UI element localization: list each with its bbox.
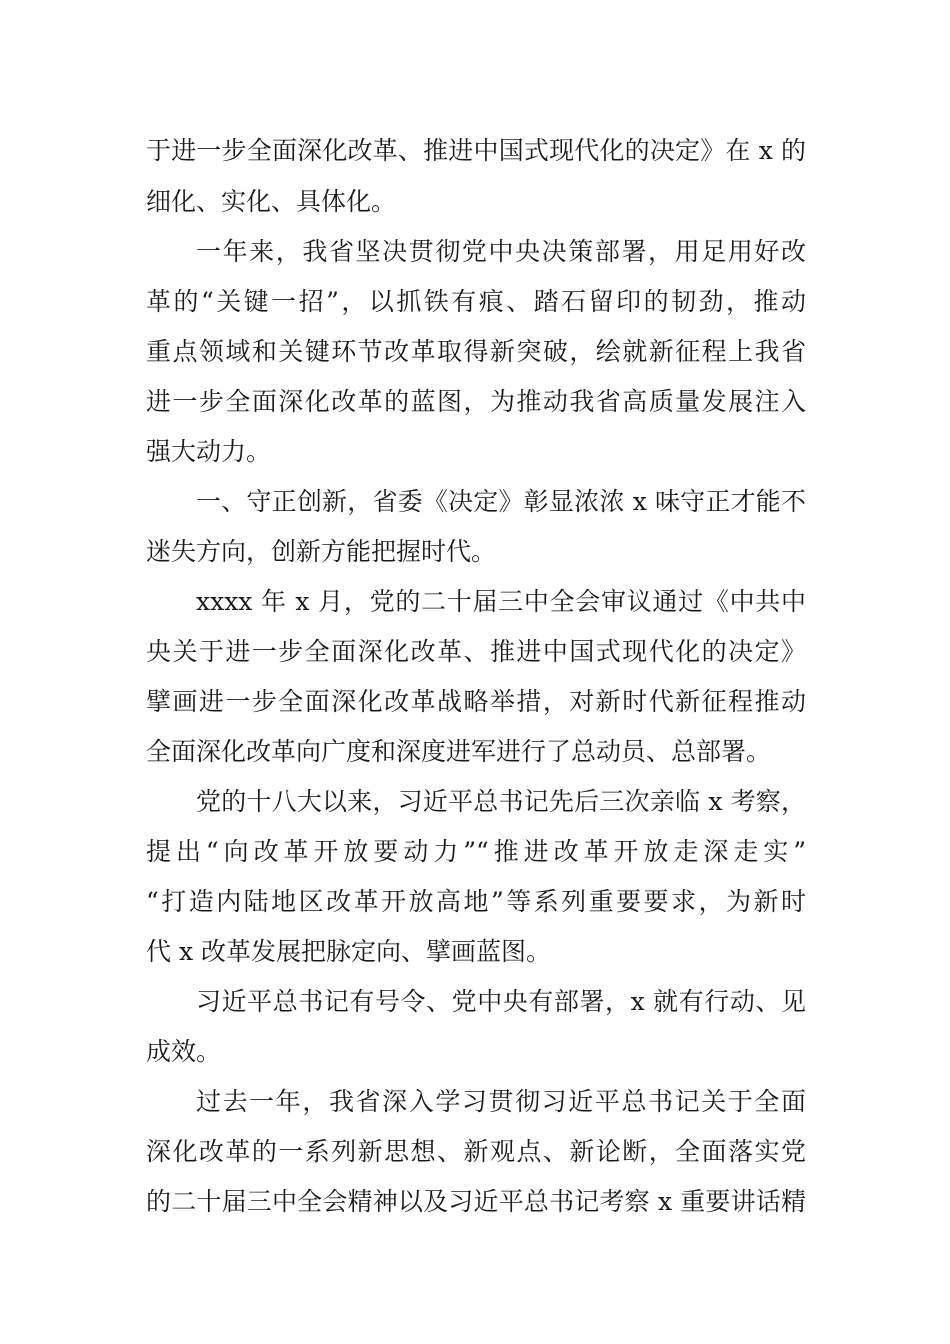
- text-line: 提出“向改革开放要动力”“推进改革开放走深走实”: [146, 837, 806, 866]
- text-line: 强大动力。: [146, 437, 272, 466]
- paragraph-first-line: 党的十八大以来，习近平总书记先后三次亲临 x 考察，: [196, 787, 806, 816]
- text-line: “打造内陆地区改革开放高地”等系列重要要求，为新时: [146, 887, 806, 916]
- text-line: 成效。: [146, 1037, 222, 1066]
- text-line: 迷失方向，创新方能把握时代。: [146, 537, 497, 566]
- text-line: 重点领域和关键环节改革取得新突破，绘就新征程上我省: [146, 337, 806, 366]
- text-line: 央关于进一步全面深化改革、推进中国式现代化的决定》: [146, 637, 806, 666]
- text-line: 进一步全面深化改革的蓝图，为推动我省高质量发展注入: [146, 387, 806, 416]
- text-line: 全面深化改革向广度和深度进军进行了总动员、总部署。: [146, 737, 772, 766]
- text-line: 革的“关键一招”，以抓铁有痕、踏石留印的韧劲，推动: [146, 287, 806, 316]
- paragraph-first-line: 一年来，我省坚决贯彻党中央决策部署，用足用好改: [196, 237, 806, 266]
- text-line: 深化改革的一系列新思想、新观点、新论断，全面落实党: [146, 1137, 806, 1166]
- paragraph-first-line: 习近平总书记有号令、党中央有部署，x 就有行动、见: [196, 987, 806, 1016]
- paragraph-first-line: 过去一年，我省深入学习贯彻习近平总书记关于全面: [196, 1087, 806, 1116]
- text-line: 的二十届三中全会精神以及习近平总书记考察 x 重要讲话精: [146, 1187, 806, 1216]
- text-line: 代 x 改革发展把脉定向、擘画蓝图。: [146, 937, 551, 966]
- text-line: 于进一步全面深化改革、推进中国式现代化的决定》在 x 的: [146, 136, 806, 165]
- paragraph-first-line: xxxx 年 x 月，党的二十届三中全会审议通过《中共中: [196, 587, 806, 616]
- text-line: 擘画进一步全面深化改革战略举措，对新时代新征程推动: [146, 687, 806, 716]
- section-heading-line: 一、守正创新，省委《决定》彰显浓浓 x 味守正才能不: [196, 487, 806, 516]
- text-line: 细化、实化、具体化。: [146, 187, 397, 216]
